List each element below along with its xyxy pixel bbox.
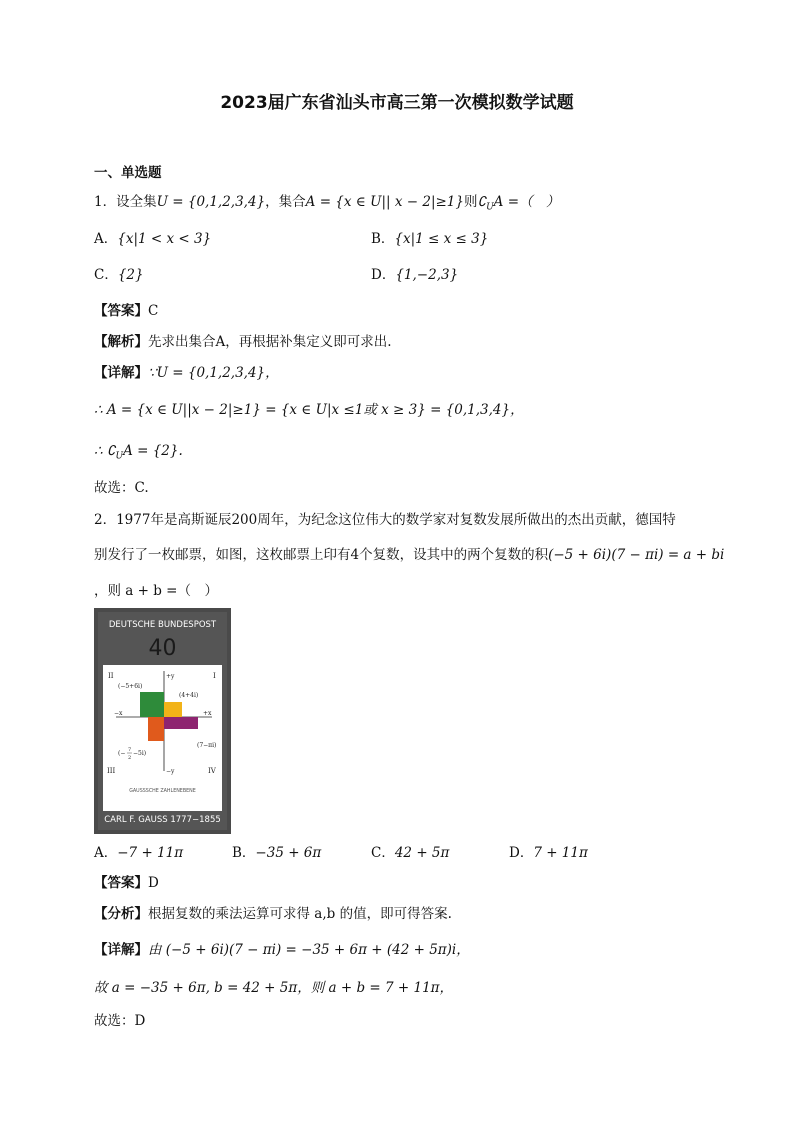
q2-option-b[interactable]: B．−35 + 6π bbox=[232, 845, 322, 861]
q1-analysis: 【解析】先求出集合A，再根据补集定义即可求出. bbox=[94, 334, 392, 350]
stamp-rect-yellow bbox=[164, 702, 182, 717]
stamp-minus-y: −y bbox=[166, 768, 175, 775]
q1-option-b[interactable]: B．{x|1 ≤ x ≤ 3} bbox=[371, 231, 489, 247]
q1-option-a[interactable]: A．{x|1 < x < 3} bbox=[94, 231, 212, 247]
stamp-z2-label: (4+4i) bbox=[179, 692, 199, 699]
stamp-caption: GAUSSSCHE ZAHLENEBENE bbox=[129, 789, 196, 794]
stamp-quadrant-1: I bbox=[213, 672, 216, 680]
section-heading: 一、单选题 bbox=[94, 165, 162, 181]
gauss-stamp-image bbox=[94, 608, 231, 834]
q1-option-d[interactable]: D．{1,−2,3} bbox=[371, 267, 459, 283]
q2-option-d[interactable]: D．7 + 11π bbox=[509, 845, 588, 861]
stamp-footer: CARL F. GAUSS 1777−1855 bbox=[104, 815, 221, 825]
q2-stem-line-3: ，则 a + b =（ ） bbox=[94, 583, 218, 599]
stamp-value: 40 bbox=[148, 636, 177, 661]
stamp-z1-label: (−5+6i) bbox=[118, 683, 143, 690]
q2-stem-line-2: 别发行了一枚邮票，如图，这枚邮票上印有4个复数，设其中的两个复数的积(−5 + 6i)(7 − πi) = a + bi bbox=[94, 547, 725, 563]
q1-detail-line-3: ∴ $∁_UA = \{2\}$. bbox=[94, 443, 183, 462]
stamp-rect-green bbox=[140, 692, 164, 717]
stamp-quadrant-3: III bbox=[107, 767, 116, 775]
stamp-z4-denominator: 2 bbox=[128, 755, 132, 761]
stamp-minus-x: −x bbox=[114, 710, 123, 717]
stamp-rect-purple bbox=[164, 717, 198, 729]
q2-analysis: 【分析】根据复数的乘法运算可求得 a,b 的值，即可得答案. bbox=[94, 906, 452, 922]
stamp-z4-label-b: −5i) bbox=[133, 750, 147, 757]
stamp-z4-label-a: (− bbox=[118, 750, 126, 757]
q1-number: 1． bbox=[94, 194, 117, 210]
q1-detail-line-2: ∴ A = {x ∈ U||x − 2|≥1} = {x ∈ U|x ≤1或 x ≥ 3} = {0,1,3,4}， bbox=[94, 402, 524, 418]
q1-conclusion: 故选：C. bbox=[94, 480, 149, 496]
q2-stem-line-1: 2．1977年是高斯诞辰200周年，为纪念这位伟大的数学家对复数发展所做出的杰出贡献，德国特 bbox=[94, 512, 676, 528]
stamp-header: DEUTSCHE BUNDESPOST bbox=[108, 620, 217, 630]
page-title: 2023届广东省汕头市高三第一次模拟数学试题 bbox=[220, 93, 574, 113]
stamp-quadrant-4: IV bbox=[208, 767, 216, 775]
q1-stem: 1．设全集U = {0,1,2,3,4}，集合A = {x ∈ U|| x − 2|≥1}则$∁_UA$ =（ ） bbox=[94, 194, 560, 213]
q2-option-c[interactable]: C．42 + 5π bbox=[371, 845, 450, 861]
stamp-plus-y: +y bbox=[166, 673, 175, 680]
stamp-z4-numerator: 7 bbox=[128, 747, 132, 753]
q1-option-c[interactable]: C．{2} bbox=[94, 267, 144, 283]
q2-answer: 【答案】D bbox=[94, 875, 159, 891]
q2-detail: 【详解】由 (−5 + 6i)(7 − πi) = −35 + 6π + (42 + 5π)i， bbox=[94, 942, 470, 958]
q1-answer: 【答案】C bbox=[94, 303, 159, 319]
stamp-rect-orange bbox=[148, 717, 164, 741]
stamp-quadrant-2: II bbox=[108, 672, 114, 680]
q2-number: 2． bbox=[94, 512, 117, 528]
q2-conclusion: 故选：D bbox=[94, 1013, 146, 1029]
stamp-plus-x: +x bbox=[203, 710, 212, 717]
q2-option-a[interactable]: A．−7 + 11π bbox=[94, 845, 184, 861]
q2-detail-line-2: 故 a = −35 + 6π, b = 42 + 5π，则 a + b = 7 + 11π， bbox=[94, 980, 454, 996]
stamp-z3-label: (7−πi) bbox=[197, 742, 217, 749]
q1-detail: 【详解】∵U = {0,1,2,3,4}， bbox=[94, 365, 279, 381]
